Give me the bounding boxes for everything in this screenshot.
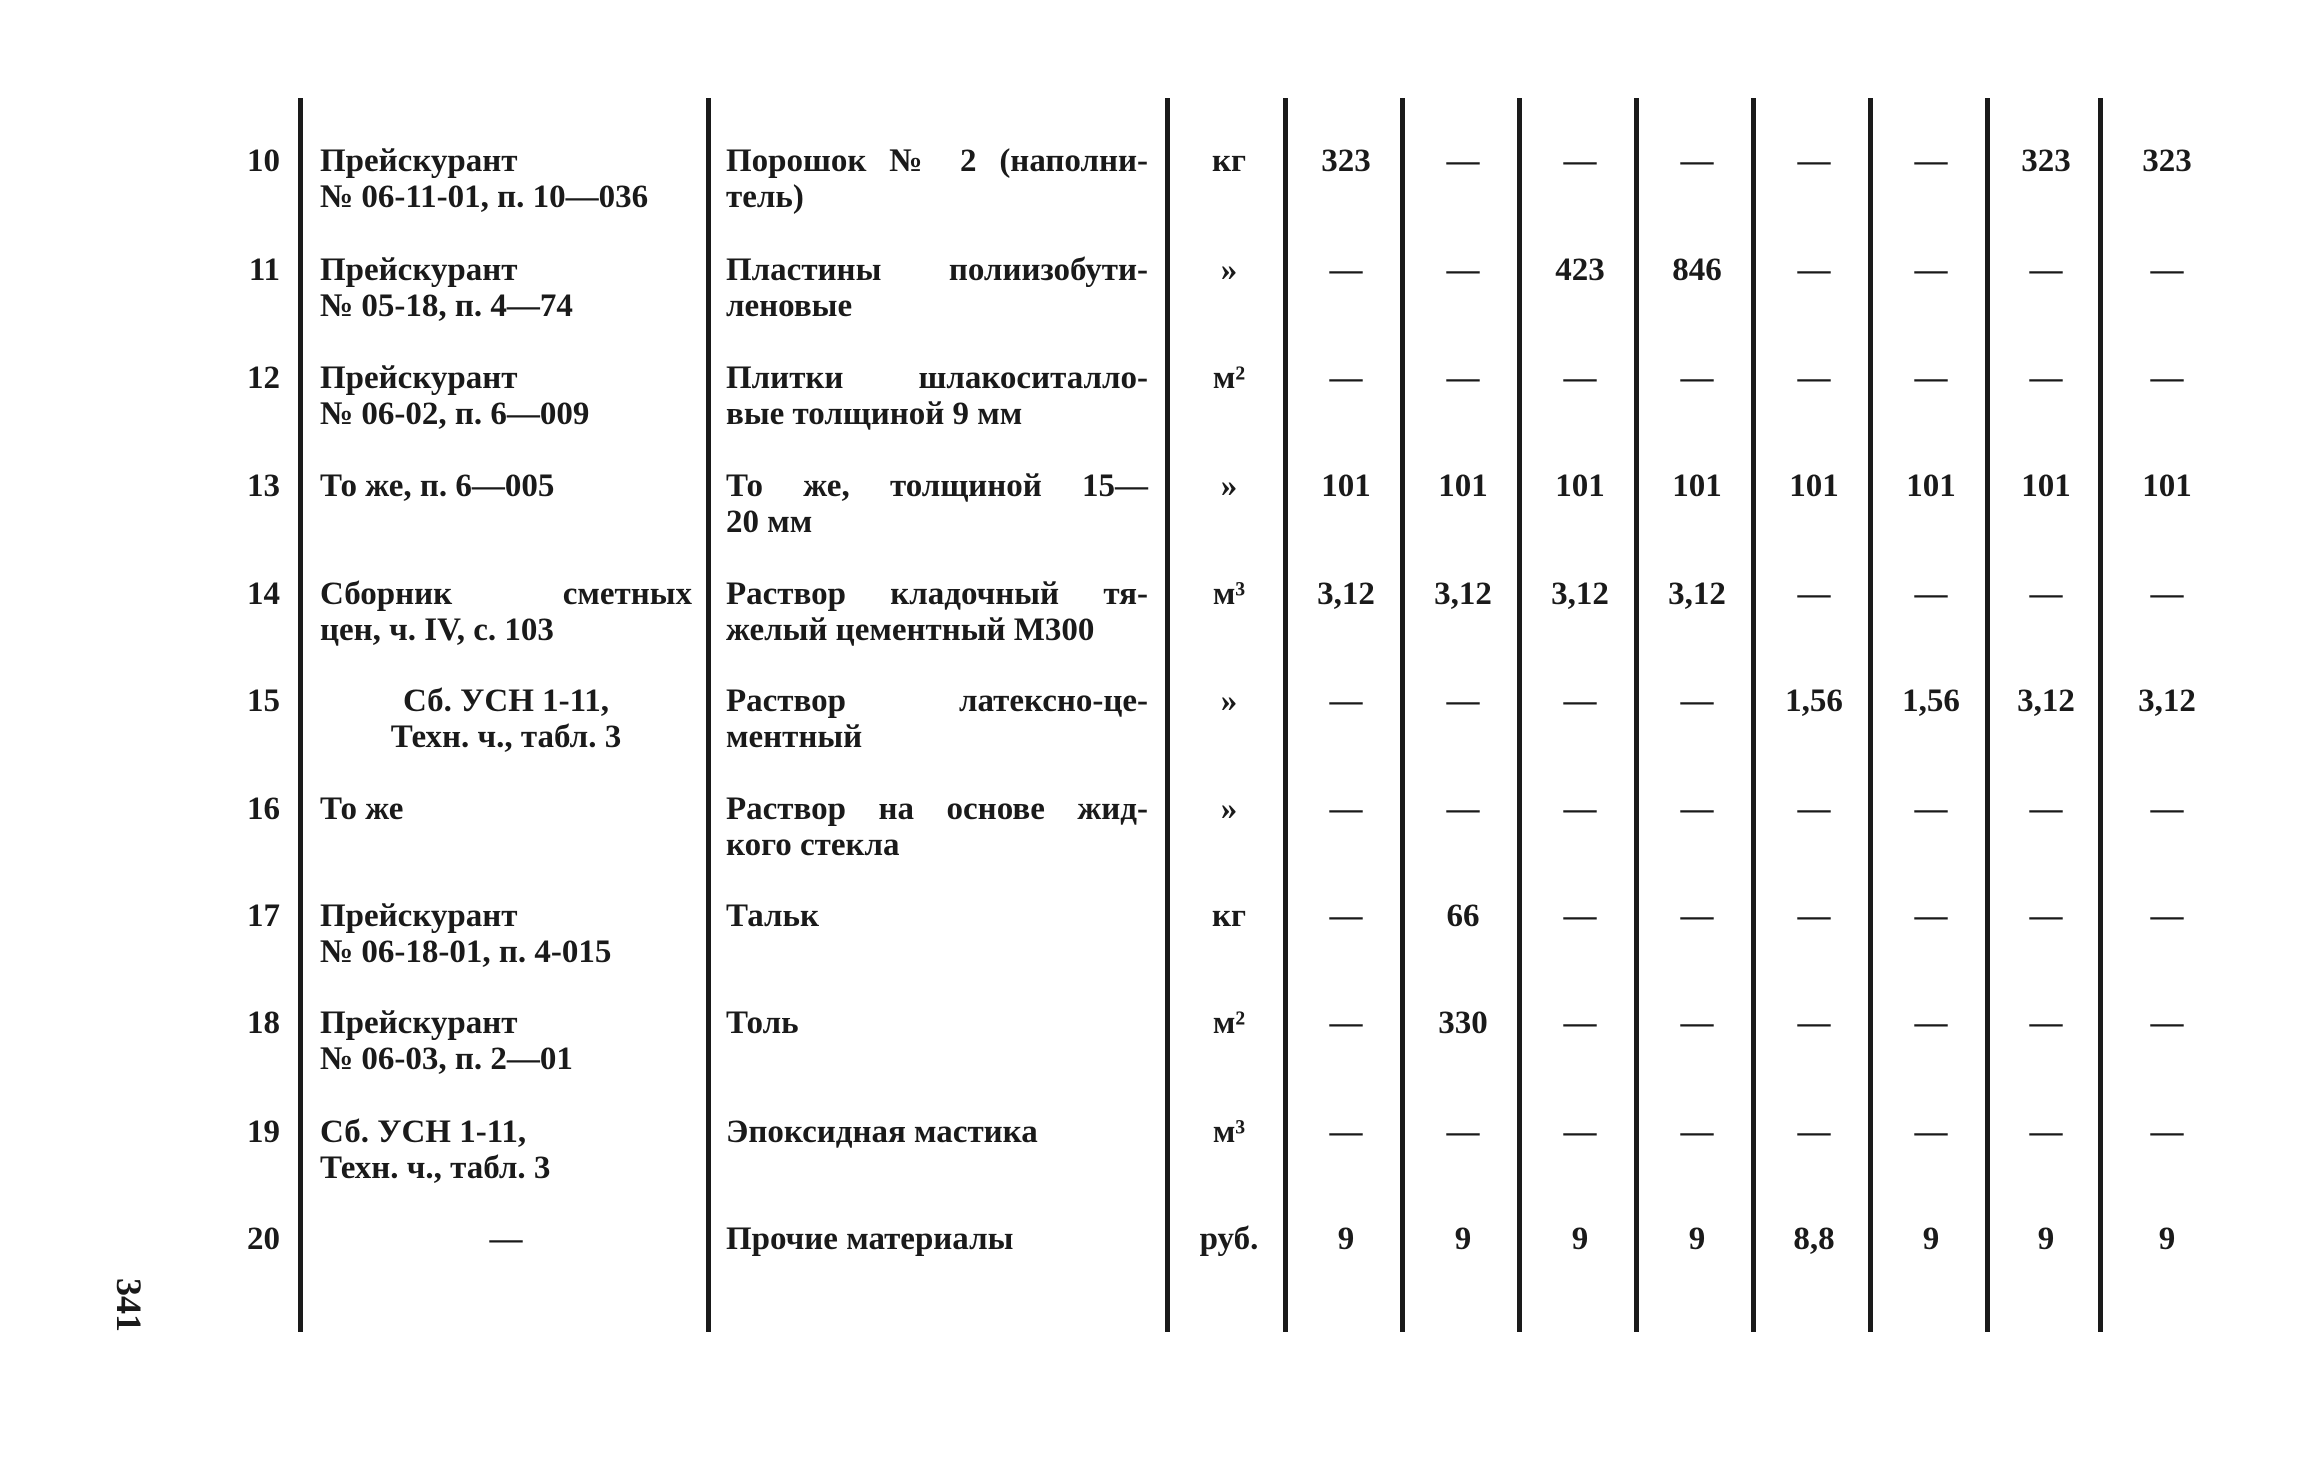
source-reference [320,252,692,324]
value-cell: — [1914,252,1948,288]
material-name [726,468,1148,540]
value-cell: 101 [1906,468,1956,504]
value-cell: — [1329,360,1363,396]
material-name-line: вые толщиной 9 мм [726,396,1023,432]
row-number: 10 [247,143,280,179]
value-cell: — [1446,683,1480,719]
material-name [726,791,1148,863]
material-name [726,576,1148,648]
source-line: То же [320,791,404,827]
row-number: 17 [247,898,280,934]
row-number: 12 [247,360,280,396]
value-cell: — [1446,791,1480,827]
value-cell: — [1329,1005,1363,1041]
value-cell: — [1563,360,1597,396]
row-number: 14 [247,576,280,612]
material-name [726,683,1148,755]
value-cell: — [2150,252,2184,288]
value-cell: — [1680,1005,1714,1041]
material-name-line: леновые [726,288,853,324]
row-number: 11 [248,252,280,288]
value-cell: — [1914,898,1948,934]
material-name [726,143,1148,215]
value-cell: — [1680,898,1714,934]
source-reference [320,1005,692,1077]
value-cell: 3,12 [2138,683,2196,719]
table-row [0,683,2319,791]
value-cell: 9 [1688,1221,1706,1257]
value-cell: — [1563,143,1597,179]
value-cell: — [1797,791,1831,827]
value-cell: — [1329,252,1363,288]
source-line: Прейскурант [320,1005,518,1041]
value-cell: — [1914,143,1948,179]
page-number: 341 [109,1278,149,1332]
value-cell: — [1680,683,1714,719]
value-cell: 8,8 [1793,1221,1835,1257]
value-cell: — [2150,1005,2184,1041]
value-cell: 9 [2158,1221,2176,1257]
value-cell: 3,12 [1551,576,1609,612]
value-cell: — [1446,143,1480,179]
value-cell: — [1329,898,1363,934]
source-line: Прейскурант [320,360,518,396]
value-cell: — [2029,576,2063,612]
source-line: цен, ч. IV, с. 103 [320,612,554,648]
value-cell: — [2150,576,2184,612]
value-cell: — [1914,1005,1948,1041]
value-cell: — [1680,1114,1714,1150]
source-reference [320,360,692,432]
value-cell: — [1563,1114,1597,1150]
source-reference [320,1221,692,1257]
value-cell: — [1563,1005,1597,1041]
source-line: Техн. ч., табл. 3 [390,719,622,755]
value-cell: — [1797,252,1831,288]
value-cell: 3,12 [1668,576,1726,612]
unit-cell: руб. [1199,1221,1259,1257]
value-cell: — [2150,360,2184,396]
value-cell: — [1680,143,1714,179]
row-number: 13 [247,468,280,504]
material-name-line: Прочие материалы [726,1221,1014,1257]
material-name-line: Раствор латексно-це- [726,683,1148,719]
value-cell: — [1680,360,1714,396]
material-name [726,1221,1148,1257]
value-cell: 101 [2021,468,2071,504]
unit-cell: » [1220,791,1238,827]
value-cell: — [1329,1114,1363,1150]
table-row [0,576,2319,684]
value-cell: 101 [1672,468,1722,504]
material-name-line: желый цементный М300 [726,612,1095,648]
unit-cell: м² [1212,1005,1246,1041]
value-cell: 323 [1321,143,1371,179]
value-cell: — [2029,360,2063,396]
source-line: Прейскурант [320,252,518,288]
material-name-line: 20 мм [726,504,813,540]
value-cell: 330 [1438,1005,1488,1041]
value-cell: 101 [1438,468,1488,504]
material-name-line: Раствор кладочный тя- [726,576,1148,612]
value-cell: 423 [1555,252,1605,288]
source-reference [320,683,692,755]
material-name-line: Порошок № 2 (наполни- [726,143,1148,179]
value-cell: — [2029,1114,2063,1150]
source-line: № 06-11-01, п. 10—036 [320,179,649,215]
value-cell: — [1914,1114,1948,1150]
source-reference [320,1114,692,1186]
value-cell: 9 [2037,1221,2055,1257]
table-row [0,1005,2319,1113]
source-line: Сб. УСН 1-11, [320,1114,527,1150]
material-name-line: Пластины полиизобути- [726,252,1148,288]
value-cell: 9 [1571,1221,1589,1257]
value-cell: — [1446,252,1480,288]
source-line: То же, п. 6—005 [320,468,555,504]
value-cell: 66 [1446,898,1480,934]
source-line: Прейскурант [320,143,518,179]
value-cell: 9 [1454,1221,1472,1257]
value-cell: — [1446,1114,1480,1150]
table-row [0,468,2319,576]
value-cell: — [1914,576,1948,612]
row-number: 19 [247,1114,280,1150]
material-name [726,252,1148,324]
value-cell: 323 [2142,143,2192,179]
value-cell: — [1797,1114,1831,1150]
unit-cell: » [1220,252,1238,288]
table-row [0,360,2319,468]
value-cell: 101 [1321,468,1371,504]
value-cell: — [2150,898,2184,934]
value-cell: 101 [1789,468,1839,504]
value-cell: — [1563,791,1597,827]
value-cell: — [1446,360,1480,396]
material-name-line: То же, толщиной 15— [726,468,1148,504]
source-line: Сб. УСН 1-11, [402,683,610,719]
row-number: 15 [247,683,280,719]
unit-cell: » [1220,683,1238,719]
value-cell: — [1797,898,1831,934]
value-cell: — [1797,1005,1831,1041]
table-row [0,791,2319,899]
value-cell: — [2029,791,2063,827]
value-cell: — [1329,791,1363,827]
table-row [0,1114,2319,1222]
source-reference [320,468,692,504]
value-cell: — [1329,683,1363,719]
material-name-line: кого стекла [726,827,900,863]
material-name-line: Толь [726,1005,799,1041]
source-line: — [489,1221,523,1257]
value-cell: 1,56 [1785,683,1843,719]
table-row [0,1221,2319,1329]
material-name-line: ментный [726,719,863,755]
value-cell: 1,56 [1902,683,1960,719]
material-name-line: Тальк [726,898,819,934]
material-name [726,1114,1148,1150]
value-cell: — [1797,143,1831,179]
value-cell: 3,12 [1434,576,1492,612]
unit-cell: кг [1212,143,1246,179]
unit-cell: кг [1212,898,1246,934]
value-cell: 101 [2142,468,2192,504]
table-row [0,252,2319,360]
row-number: 20 [247,1221,280,1257]
value-cell: — [1563,898,1597,934]
source-line: № 05-18, п. 4—74 [320,288,573,324]
value-cell: — [1914,360,1948,396]
row-number: 16 [247,791,280,827]
value-cell: 846 [1672,252,1722,288]
value-cell: 9 [1922,1221,1940,1257]
source-reference [320,576,692,648]
unit-cell: » [1220,468,1238,504]
unit-cell: м³ [1212,1114,1246,1150]
value-cell: — [2150,1114,2184,1150]
source-reference [320,791,692,827]
value-cell: — [1563,683,1597,719]
source-line: Прейскурант [320,898,518,934]
value-cell: — [2029,898,2063,934]
source-line: Сборник сметных [320,576,692,612]
row-number: 18 [247,1005,280,1041]
source-line: № 06-02, п. 6—009 [320,396,590,432]
source-reference [320,898,692,970]
value-cell: 3,12 [2017,683,2075,719]
material-name [726,1005,1148,1041]
unit-cell: м³ [1212,576,1246,612]
material-name [726,360,1148,432]
table-row [0,143,2319,251]
material-name-line: тель) [726,179,804,215]
material-name [726,898,1148,934]
value-cell: — [2029,1005,2063,1041]
material-name-line: Эпоксидная мастика [726,1114,1038,1150]
table-row [0,898,2319,1006]
source-line: № 06-18-01, п. 4-015 [320,934,612,970]
material-name-line: Раствор на основе жид- [726,791,1148,827]
material-name-line: Плитки шлакоситалло- [726,360,1148,396]
source-line: Техн. ч., табл. 3 [320,1150,551,1186]
value-cell: — [1680,791,1714,827]
value-cell: 323 [2021,143,2071,179]
value-cell: — [2029,252,2063,288]
source-reference [320,143,692,215]
value-cell: 3,12 [1317,576,1375,612]
value-cell: — [1797,360,1831,396]
value-cell: — [1797,576,1831,612]
value-cell: 9 [1337,1221,1355,1257]
source-line: № 06-03, п. 2—01 [320,1041,573,1077]
value-cell: 101 [1555,468,1605,504]
value-cell: — [2150,791,2184,827]
unit-cell: м² [1212,360,1246,396]
value-cell: — [1914,791,1948,827]
